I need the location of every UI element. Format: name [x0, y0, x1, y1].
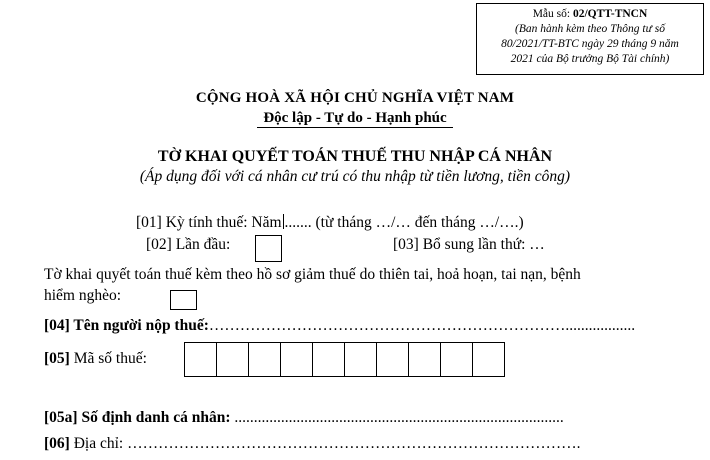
field-05a-label: [05a] Số định danh cá nhân:	[44, 409, 231, 426]
tax-id-digit-cell[interactable]	[248, 342, 281, 377]
address-input[interactable]: …………………………………………………………………………….	[123, 435, 581, 452]
tax-id-digit-cell[interactable]	[440, 342, 473, 377]
first-time-checkbox[interactable]	[255, 235, 282, 262]
field-03-label[interactable]: Bổ sung lần thứ: …	[418, 236, 545, 253]
disaster-note-line-1: Tờ khai quyết toán thuế kèm theo hồ sơ giảm thuế do thiên tai, hoả hoạn, tai nạn, bệnh	[44, 266, 581, 283]
field-03-supplement	[393, 236, 545, 254]
field-05-label: Mã số thuế:	[69, 350, 147, 367]
motto	[0, 110, 710, 127]
disaster-reduction-checkbox[interactable]	[170, 290, 197, 310]
field-03-code: [03]	[393, 236, 419, 253]
taxpayer-name-input[interactable]: ……………………………………………………………..................	[208, 317, 636, 334]
form-code	[477, 7, 703, 22]
field-04-label: [04] Tên người nộp thuế:	[44, 317, 209, 334]
form-subtitle: (Áp dụng đối với cá nhân cư trú có thu nhập từ tiền lương, tiền công)	[139, 168, 571, 185]
tax-id-input-boxes	[184, 342, 505, 377]
tax-id-digit-cell[interactable]	[216, 342, 249, 377]
field-02-code: [02]	[146, 236, 172, 253]
tax-id-digit-cell[interactable]	[376, 342, 409, 377]
tax-id-digit-cell[interactable]	[312, 342, 345, 377]
tax-id-digit-cell[interactable]	[280, 342, 313, 377]
form-code-label: Mẫu số:	[532, 8, 573, 20]
disaster-note-line-2: hiểm nghèo:	[44, 287, 122, 304]
form-title: TỜ KHAI QUYẾT TOÁN THUẾ THU NHẬP CÁ NHÂN	[157, 148, 553, 165]
form-code-box	[476, 3, 704, 75]
field-05-code: [05]	[44, 350, 70, 367]
field-01-label: Kỳ tính thuế: Năm	[161, 214, 282, 231]
field-01-tax-period	[136, 214, 524, 232]
field-04-taxpayer-name	[44, 317, 635, 335]
field-02-first-time	[146, 236, 230, 254]
field-02-label: Lần đầu:	[171, 236, 231, 253]
field-06-code: [06]	[44, 435, 70, 452]
text-caret	[283, 214, 284, 229]
form-issued-line-1: (Ban hành kèm theo Thông tư số	[514, 23, 665, 35]
form-issued-line-3: 2021 của Bộ trưởng Bộ Tài chính)	[510, 53, 670, 65]
motto-text: Độc lập - Tự do - Hạnh phúc	[257, 110, 452, 128]
personal-id-input[interactable]: .....................................................................................	[230, 409, 564, 426]
field-01-period-input[interactable]: ....... (từ tháng …/… đến tháng …/….)	[284, 214, 524, 231]
field-06-address	[44, 435, 580, 453]
tax-id-digit-cell[interactable]	[408, 342, 441, 377]
form-code-value: 02/QTT-TNCN	[572, 8, 648, 20]
tax-id-digit-cell[interactable]	[344, 342, 377, 377]
field-05a-personal-id	[44, 409, 564, 427]
tax-id-digit-cell[interactable]	[184, 342, 217, 377]
nation-heading: CỘNG HOÀ XÃ HỘI CHỦ NGHĨA VIỆT NAM	[195, 90, 515, 106]
field-01-code: [01]	[136, 214, 162, 231]
tax-id-digit-cell[interactable]	[472, 342, 505, 377]
form-issued-line-2: 80/2021/TT-BTC ngày 29 tháng 9 năm	[501, 38, 679, 50]
field-06-label: Địa chỉ:	[69, 435, 124, 452]
field-05-tax-id	[44, 350, 147, 368]
